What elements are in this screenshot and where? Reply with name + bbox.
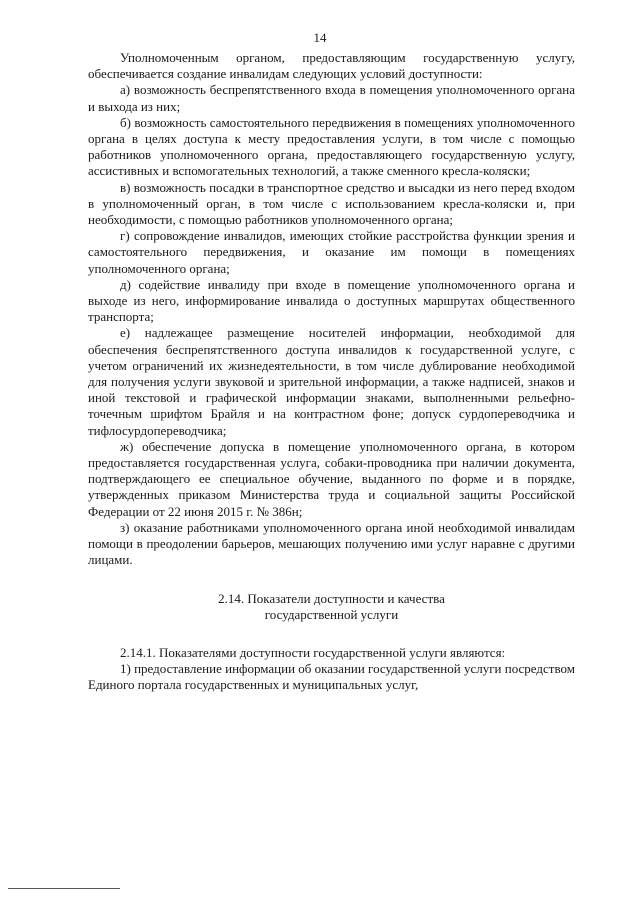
paragraph-item-d: д) содействие инвалиду при входе в помещение уполномоченного органа и выходе из него, информирование инвалида о доступных маршрутах общественного транспорта; (88, 276, 575, 325)
paragraph-item-v: в) возможность посадки в транспортное средство и высадки из него перед входом в уполномоченный орган, в том числе с использованием кресла-коляски и, при необходимости, с помощью работников уполномоченного органа; (88, 179, 575, 228)
paragraph-item-e: е) надлежащее размещение носителей информации, необходимой для обеспечения беспрепятственного доступа инвалидов к государственной услуге, с учетом ограничений их жизнедеятельности, в том числе дублирование необходимой для получения услуги звуковой и зрительной информации, а также надписей, знаков и иной текстовой и графической информации знаками, выполненными рельефно-точечным шрифтом Брайля и на контрастном фоне; допуск сурдопереводчика и тифлосурдопереводчика; (88, 325, 575, 438)
section-heading-line-2: государственной услуги (264, 606, 399, 622)
paragraph-item-a: а) возможность беспрепятственного входа в помещения уполномоченного органа и выхода из них; (88, 82, 575, 114)
paragraph-item-zh: ж) обеспечение допуска в помещение уполномоченного органа, в котором предоставляется государственная услуга, собаки-проводника при наличии документа, подтверждающего ее специальное обучение, выданного по форме и в порядке, утвержденных приказом Министерства труда и социальной защиты Российской Федерации от 22 июня 2015 г. № 386н; (88, 438, 575, 519)
bottom-paragraphs (88, 645, 575, 694)
paragraph-intro: Уполномоченным органом, предоставляющим государственную услугу, обеспечивается создание инвалидам следующих условий доступности: (88, 50, 575, 82)
section-heading-line-1: 2.14. Показатели доступности и качества (218, 590, 445, 606)
footnote-rule (8, 888, 120, 889)
paragraph-item-1: 1) предоставление информации об оказании государственной услуги посредством Единого портала государственных и муниципальных услуг, (88, 661, 575, 693)
page-number: 14 (313, 30, 327, 45)
paragraph-item-b: б) возможность самостоятельного передвижения в помещениях уполномоченного органа в целях доступа к месту предоставления услуги, в том числе с помощью работников уполномоченного органа, предоставляющего государственную услугу, ассистивных и вспомогательных технологий, а также сменного кресла-коляски; (88, 114, 575, 179)
top-paragraphs (88, 50, 575, 569)
paragraph-item-g: г) сопровождение инвалидов, имеющих стойкие расстройства функции зрения и самостоятельного передвижения, и оказание им помощи в помещениях уполномоченного органа; (88, 228, 575, 276)
section-heading (88, 591, 575, 623)
paragraph-2-14-1: 2.14.1. Показателями доступности государственной услуги являются: (120, 644, 506, 660)
page-content (88, 50, 575, 694)
paragraph-item-z: з) оказание работниками уполномоченного органа иной необходимой инвалидам помощи в преодолении барьеров, мешающих получению ими услуг наравне с другими лицами. (88, 519, 575, 568)
